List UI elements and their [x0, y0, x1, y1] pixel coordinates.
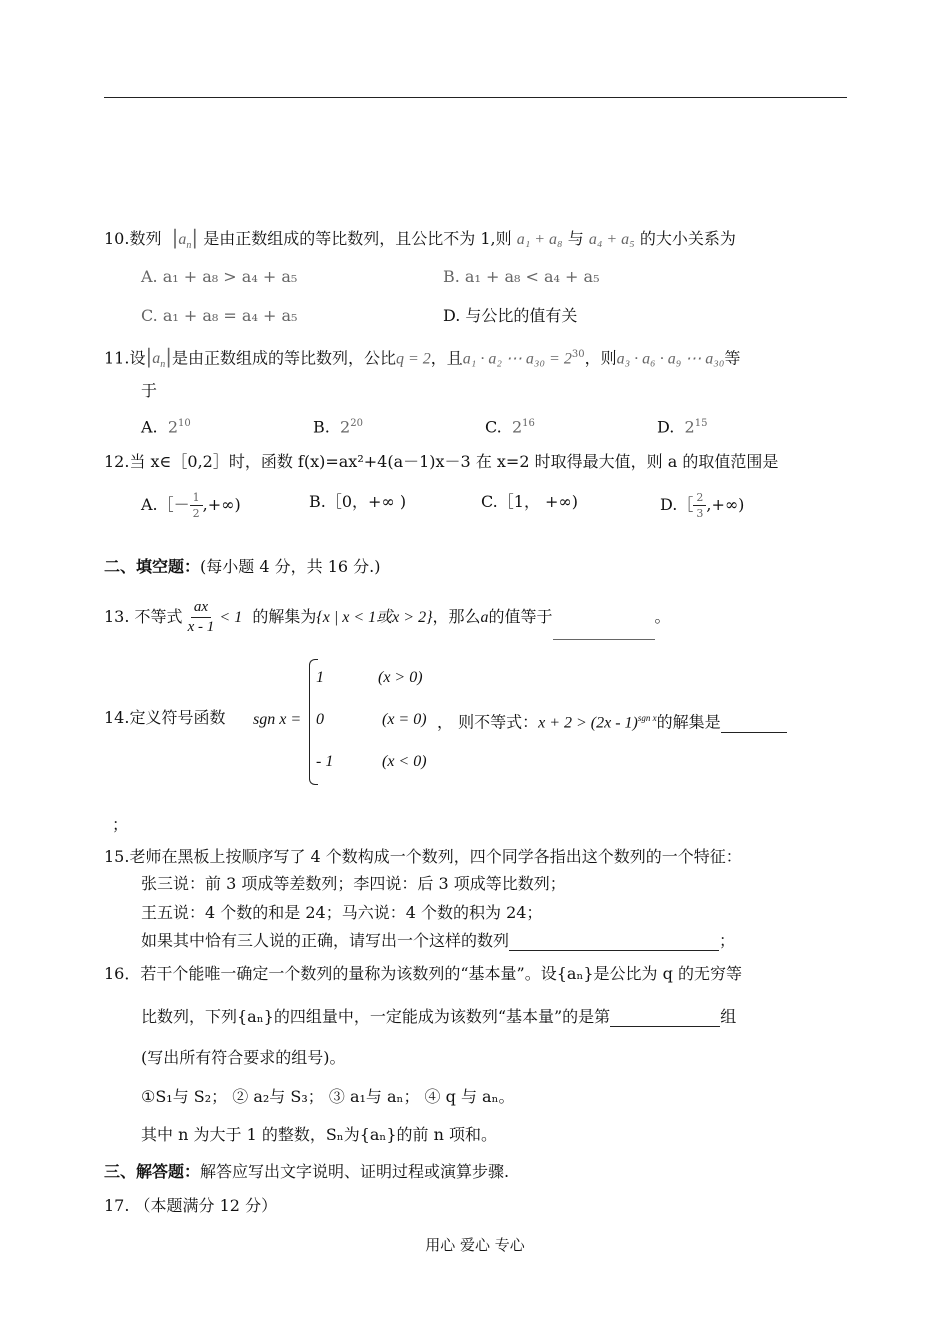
q14-stem-a: 14.定义符号函数 [104, 708, 226, 727]
q10-option-a: A. a₁ + a₈ > a₄ + a₅ [141, 267, 298, 286]
q15-line4 [141, 931, 735, 951]
q15-line2: 张三说：前 3 项成等差数列；李四说：后 3 项成等比数列； [141, 874, 566, 893]
q12-opt-d-frac [693, 492, 706, 519]
q12-opt-a-num: 1 [190, 492, 203, 506]
q12-option-b: B.［0，+∞ ) [309, 492, 407, 511]
q12-opt-a-frac [190, 492, 203, 519]
section2-heading [104, 557, 380, 577]
page-footer: 用心 爱心 专心 [425, 1236, 525, 1254]
q11-opt-c-exp: 16 [522, 418, 535, 429]
section3-note: 解答应写出文字说明、证明过程或演算步骤. [200, 1162, 510, 1181]
q11-opt-b-label: B. [313, 417, 330, 437]
q11-stem-d: ，则 [584, 348, 617, 368]
q14-case1-value: 1 [316, 669, 324, 686]
q14-inequality: x + 2 > (2x - 1) [538, 714, 638, 732]
q14-answer-blank[interactable] [721, 714, 787, 733]
q10-stem-b: 是由正数组成的等比数列，且公比不为 1,则 [203, 229, 512, 248]
q12-opt-a-post: ,+∞) [202, 495, 241, 514]
q10-option-c: C. a₁ + a₈ = a₄ + a₅ [141, 306, 298, 325]
q10-seq: $|a_n|$ [171, 225, 199, 252]
q10-an: a [178, 231, 187, 248]
q11-opt-c-label: C. [485, 417, 502, 437]
q15-answer-blank[interactable] [509, 932, 719, 951]
section3-title: 三、解答题： [104, 1162, 201, 1181]
q14-sgn: sgn x = [253, 711, 302, 728]
q13-stem-d: 的值等于 [488, 607, 553, 626]
q13-stem-b: 的解集为 [252, 607, 317, 626]
q14-inequality-exp: sgn x [637, 713, 657, 723]
q11-option-d [657, 414, 707, 437]
q16-line5: 其中 n 为大于 1 的整数，Sₙ为{aₙ}的前 n 项和。 [141, 1125, 498, 1144]
q13-a: a [480, 609, 489, 626]
section2-title: 二、填空题： [104, 557, 201, 576]
q15-line1: 15.老师在黑板上按顺序写了 4 个数构成一个数列，四个同学各指出这个数列的一个特征： [104, 847, 742, 866]
q11-opt-b-exp: 20 [350, 418, 363, 429]
q10-expr1: a₁ + a₈ [516, 231, 563, 248]
q11-opt-d-label: D. [657, 417, 675, 437]
q11-opt-d-exp: 15 [694, 418, 708, 429]
q10-stem-c: 的大小关系为 [639, 229, 736, 248]
q13-lt1: < 1 [219, 609, 243, 626]
q17-stem: 17. （本题满分 12 分） [104, 1196, 278, 1215]
q12-opt-d-den: 3 [696, 507, 704, 520]
q14-stem-c: 的解集是 [656, 712, 721, 732]
q14-stem-b [437, 708, 787, 733]
q11-opt-d-base: 2 [684, 417, 695, 437]
q10-with: 与 [567, 229, 584, 248]
q11-opt-a-base: 2 [167, 417, 178, 437]
q13-den: x - 1 [187, 619, 215, 635]
q16-line2-text: 比数列，下列{aₙ}的四组量中，一定能成为该数列“基本量”的是第 [141, 1007, 611, 1026]
q16-answer-blank[interactable] [610, 1008, 720, 1027]
q16-line1: 16．若干个能唯一确定一个数列的量称为该数列的“基本量”。设{aₙ}是公比为 q 的无穷等 [104, 964, 742, 983]
q13-num: ax [191, 600, 211, 618]
q13-stem-c: ，那么 [432, 607, 481, 626]
q11-an: a [152, 350, 161, 368]
q10-stem-a: 10.数列 [104, 229, 162, 248]
section2-note: (每小题 4 分，共 16 分.) [200, 557, 381, 576]
q12-opt-d-pre: D.［ [660, 495, 694, 514]
q14-case2-value: 0 [316, 711, 324, 728]
q16-line2 [141, 1007, 736, 1027]
section3-heading [104, 1162, 509, 1182]
q10-option-d: D. 与公比的值有关 [443, 306, 578, 325]
q10-sub-n: n [186, 240, 192, 252]
q14-end: ； [112, 815, 129, 834]
q11-stem-e: 等 [724, 348, 741, 368]
q14-case1-cond: (x > 0) [378, 669, 423, 686]
q11-sub-n: n [160, 359, 166, 371]
q12-opt-a-den: 2 [192, 507, 200, 520]
q14-case3-cond: (x < 0) [382, 753, 427, 770]
q12-option-a [141, 492, 241, 519]
q11-stem [104, 345, 740, 376]
header-rule [104, 97, 847, 98]
q16-line3: (写出所有符合要求的组号)。 [141, 1048, 346, 1067]
q12-opt-d-num: 2 [693, 492, 706, 506]
q16-line2-end: 组 [720, 1007, 737, 1026]
q13-stem [104, 595, 671, 640]
q15-line4-end: ； [719, 931, 736, 950]
q14-case2-cond: (x = 0) [382, 711, 427, 728]
q11-seq: $|a_n|$ [145, 344, 172, 371]
q11-q-eq: q = 2 [395, 350, 431, 368]
q13-fraction [188, 600, 215, 635]
q11-stem-c: ，且 [430, 348, 463, 368]
q11-opt-c-base: 2 [511, 417, 523, 437]
q11-stem-line2: 于 [141, 381, 158, 400]
q13-stem-a: 13. 不等式 [104, 607, 183, 626]
q12-option-c: C.［1， +∞) [481, 492, 579, 511]
q16-line4: ①S₁与 S₂； ② a₂与 S₃； ③ a₁与 aₙ； ④ q 与 aₙ。 [141, 1087, 515, 1106]
q12-option-d [660, 492, 744, 519]
q10-option-b: B. a₁ + a₈ < a₄ + a₅ [443, 267, 600, 286]
q11-option-c [485, 414, 535, 437]
q11-prod1: a₁ · a₂ ⋯ a₃₀ = 2 [462, 350, 572, 368]
q10-stem [104, 227, 736, 256]
q11-opt-a-exp: 10 [178, 418, 191, 429]
q15-line4-text: 如果其中恰有三人说的正确，请写出一个这样的数列 [141, 931, 510, 950]
q11-opt-a-label: A. [141, 417, 158, 437]
q11-option-a [141, 414, 191, 437]
q11-option-b [313, 414, 363, 437]
q14-stem-b-text: ， 则不等式： [437, 712, 539, 732]
q12-opt-d-post: ,+∞) [706, 495, 745, 514]
q15-line3: 王五说：4 个数的和是 24；马六说：4 个数的积为 24； [141, 903, 543, 922]
q12-opt-a-pre: A.［－ [141, 495, 190, 514]
q13-end: 。 [654, 607, 671, 626]
q11-stem-a: 11.设 [104, 348, 146, 368]
q11-opt-b-base: 2 [340, 417, 351, 437]
q11-stem-b: 是由正数组成的等比数列，公比 [171, 348, 396, 368]
q12-stem: 12.当 x∈［0,2］时，函数 f(x)=ax²+4(a－1)x－3 在 x=2 时取得最大值，则 a 的取值范围是 [104, 452, 779, 471]
q11-prod2: a₃ · a₆ · a₉ ⋯ a₃₀ [616, 350, 725, 368]
q14-case3-value: - 1 [316, 753, 334, 770]
q11-exp30: 30 [571, 349, 585, 360]
q10-expr2: a₄ + a₅ [588, 231, 635, 248]
q13-set: {x | x < 1或x > 2} [316, 609, 433, 626]
q13-answer-blank[interactable] [553, 621, 655, 640]
